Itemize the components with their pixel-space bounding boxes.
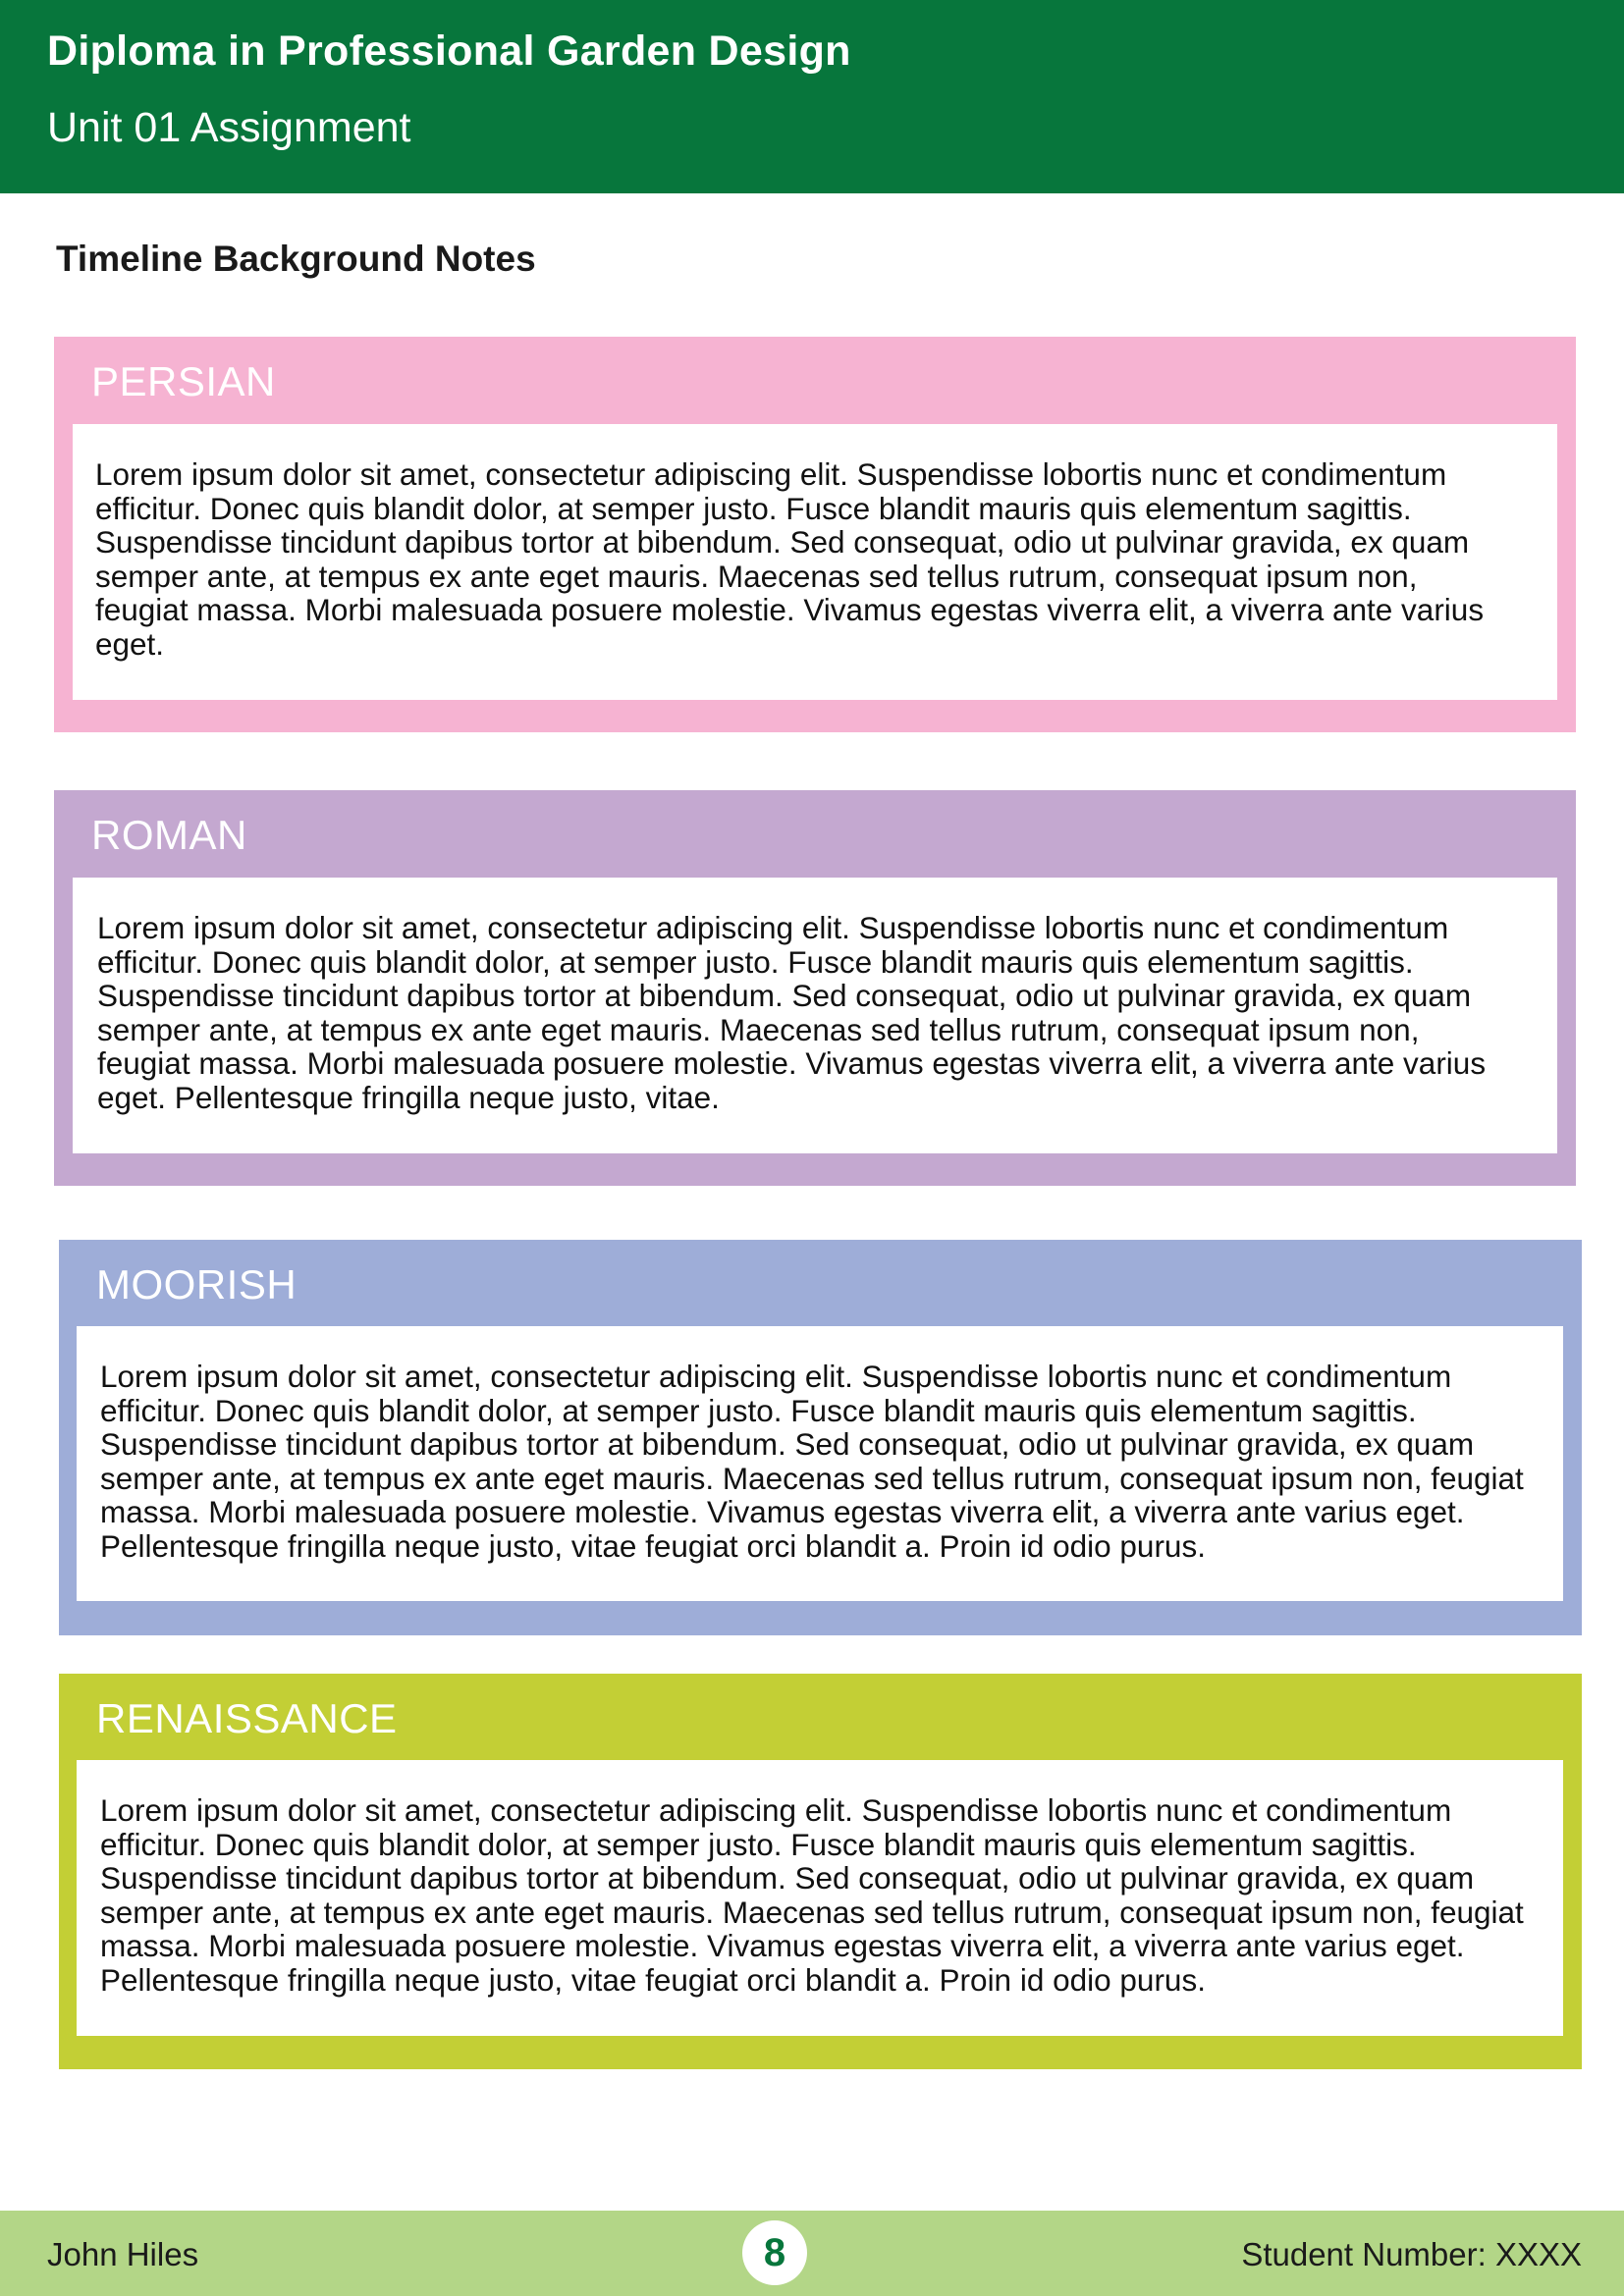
period-body bbox=[77, 1760, 1563, 2036]
course-title: Diploma in Professional Garden Design bbox=[47, 27, 851, 75]
period-text: Lorem ipsum dolor sit amet, consectetur adipiscing elit. Suspendisse lobortis nunc et condimentum efficitur. Donec quis blandit dolor, at semper justo. Fusce blandit mauris quis elementum sagittis. Suspendisse tincidunt dapibus tortor at bibendum. Sed consequat, odio ut pulvinar gravida, ex quam semper ante, at tempus ex ante eget mauris. Maecenas sed tellus rutrum, consequat ipsum non, feugiat massa. Morbi malesuada posuere molestie. Vivamus egestas viverra elit, a viverra ante varius eget. bbox=[95, 456, 1485, 662]
period-text: Lorem ipsum dolor sit amet, consectetur adipiscing elit. Suspendisse lobortis nunc et condimentum efficitur. Donec quis blandit dolor, at semper justo. Fusce blandit mauris quis elementum sagittis. Suspendisse tincidunt dapibus tortor at bibendum. Sed consequat, odio ut pulvinar gravida, ex quam semper ante, at tempus ex ante eget mauris. Maecenas sed tellus rutrum, consequat ipsum non, feugiat massa. Morbi malesuada posuere molestie. Vivamus egestas viverra elit, a viverra ante varius eget. Pellentesque fringilla neque justo, vitae feugiat orci blandit a. Proin id odio purus. bbox=[100, 1792, 1524, 1998]
unit-subtitle: Unit 01 Assignment bbox=[47, 104, 411, 151]
document-footer bbox=[0, 2211, 1624, 2296]
period-title: RENAISSANCE bbox=[96, 1695, 398, 1741]
page-number-badge: 8 bbox=[742, 2220, 807, 2285]
period-body bbox=[73, 878, 1557, 1153]
period-body bbox=[77, 1326, 1563, 1601]
period-body bbox=[73, 424, 1557, 700]
period-title: PERSIAN bbox=[91, 358, 276, 404]
period-title: ROMAN bbox=[91, 812, 247, 858]
period-box-moorish bbox=[59, 1240, 1582, 1635]
document-header bbox=[0, 0, 1624, 193]
period-box-persian bbox=[54, 337, 1576, 732]
period-box-roman bbox=[54, 790, 1576, 1186]
period-text: Lorem ipsum dolor sit amet, consectetur adipiscing elit. Suspendisse lobortis nunc et condimentum efficitur. Donec quis blandit dolor, at semper justo. Fusce blandit mauris quis elementum sagittis. Suspendisse tincidunt dapibus tortor at bibendum. Sed consequat, odio ut pulvinar gravida, ex quam semper ante, at tempus ex ante eget mauris. Maecenas sed tellus rutrum, consequat ipsum non, feugiat massa. Morbi malesuada posuere molestie. Vivamus egestas viverra elit, a viverra ante varius eget. Pellentesque fringilla neque justo, vitae feugiat orci blandit a. Proin id odio purus. bbox=[100, 1359, 1524, 1564]
author-name: John Hiles bbox=[47, 2236, 199, 2272]
section-heading: Timeline Background Notes bbox=[56, 239, 536, 279]
period-title: MOORISH bbox=[96, 1261, 298, 1308]
period-text: Lorem ipsum dolor sit amet, consectetur adipiscing elit. Suspendisse lobortis nunc et condimentum efficitur. Donec quis blandit dolor, at semper justo. Fusce blandit mauris quis elementum sagittis. Suspendisse tincidunt dapibus tortor at bibendum. Sed consequat, odio ut pulvinar gravida, ex quam semper ante, at tempus ex ante eget mauris. Maecenas sed tellus rutrum, consequat ipsum non, feugiat massa. Morbi malesuada posuere molestie. Vivamus egestas viverra elit, a viverra ante varius eget. Pellentesque fringilla neque justo, vitae. bbox=[97, 910, 1487, 1115]
period-box-renaissance bbox=[59, 1674, 1582, 2069]
student-number: Student Number: XXXX bbox=[1241, 2236, 1582, 2272]
